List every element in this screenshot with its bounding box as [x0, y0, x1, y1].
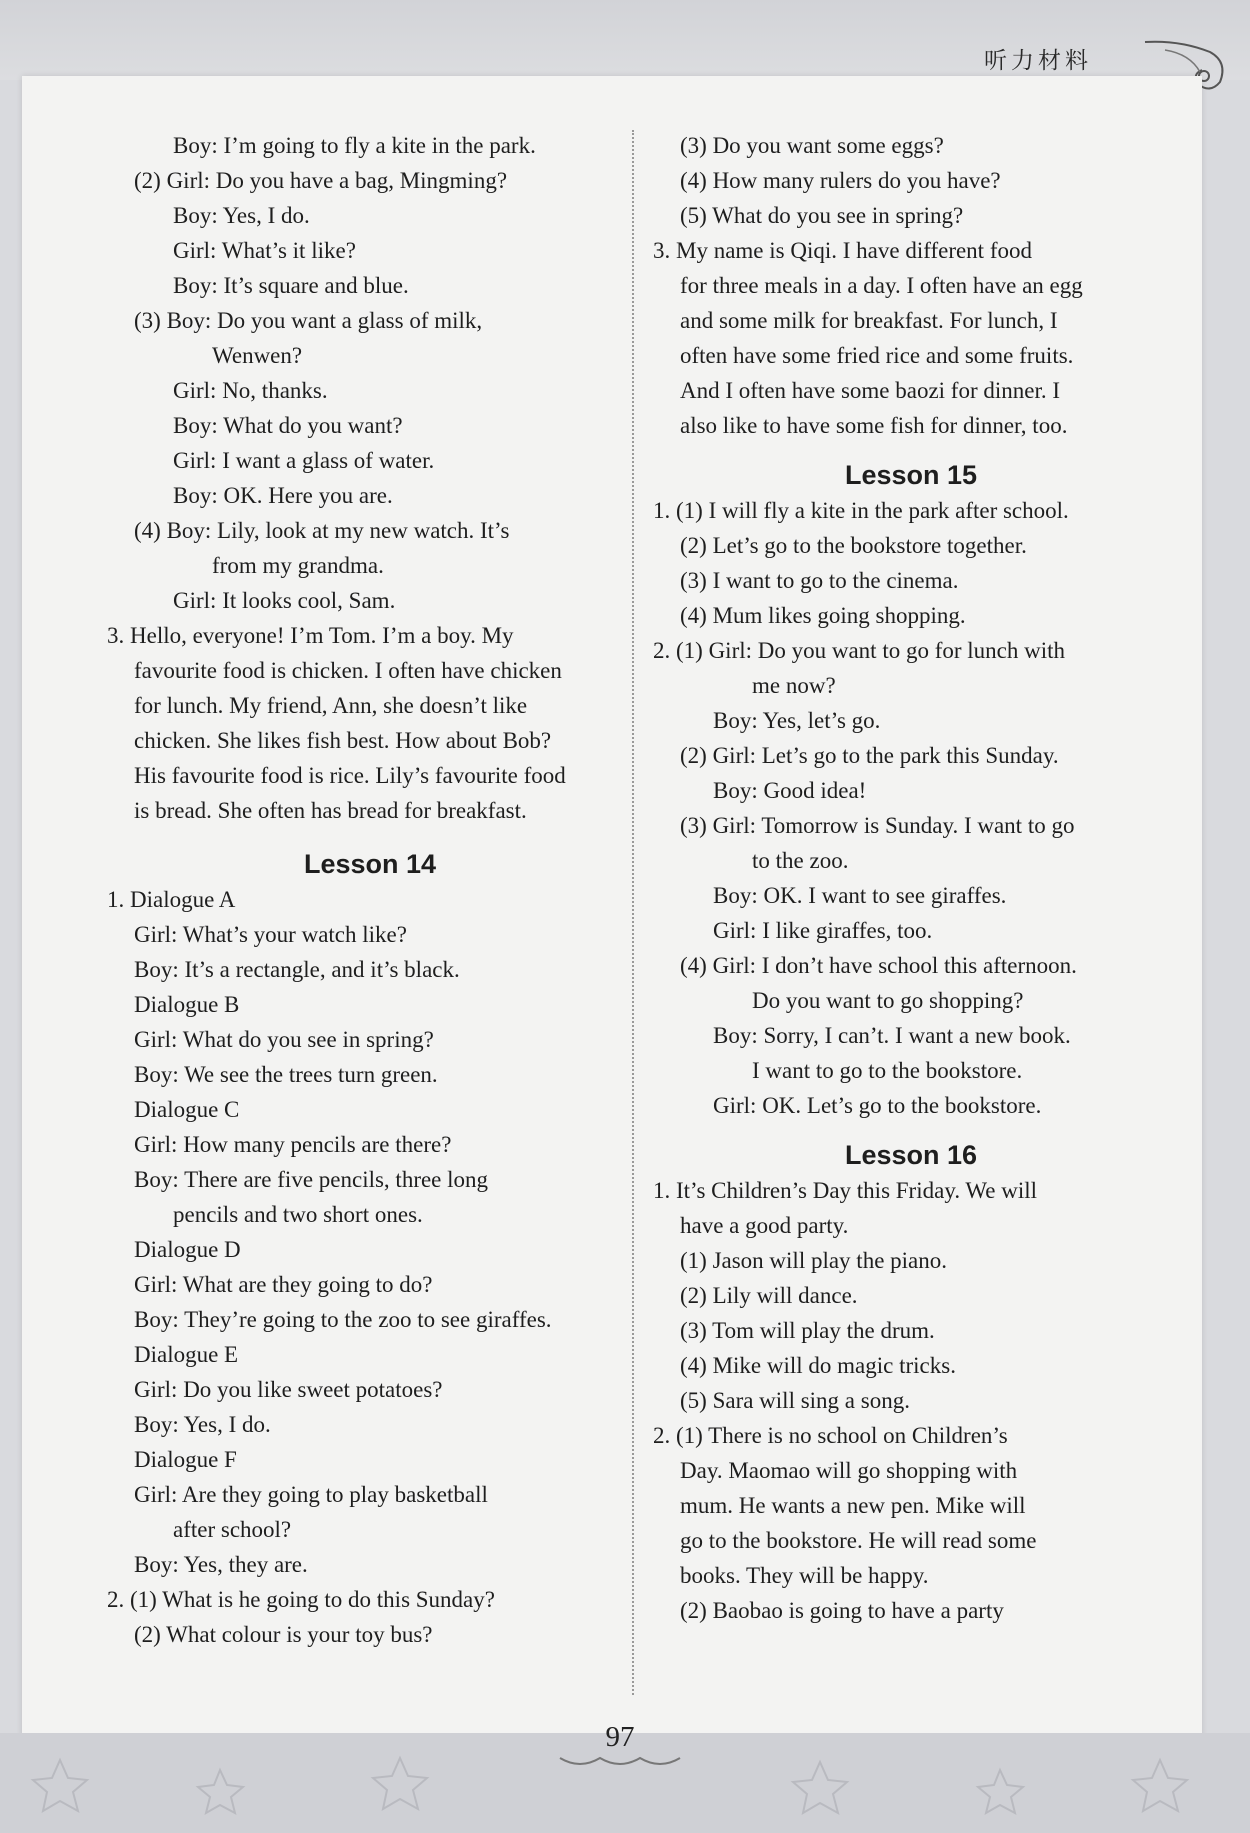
- text-line: Boy: What do you want?: [173, 413, 403, 438]
- text-line: Boy: Good idea!: [713, 778, 867, 803]
- text-line: (4) Boy: Lily, look at my new watch. It’s: [134, 518, 510, 543]
- text-line: Girl: It looks cool, Sam.: [173, 588, 396, 613]
- text-line: (3) Tom will play the drum.: [680, 1318, 935, 1343]
- text-line: (4) Mike will do magic tricks.: [680, 1353, 956, 1378]
- text-line: Boy: It’s a rectangle, and it’s black.: [134, 957, 460, 982]
- text-line: (2) Baobao is going to have a party: [680, 1598, 1004, 1623]
- text-line: 2. (1) What is he going to do this Sunday?: [107, 1587, 495, 1612]
- text-line: to the zoo.: [752, 848, 849, 873]
- text-line: Girl: How many pencils are there?: [134, 1132, 452, 1157]
- text-line: Girl: What are they going to do?: [134, 1272, 433, 1297]
- text-line: Boy: There are five pencils, three long: [134, 1167, 489, 1192]
- lesson-heading: Lesson 16: [844, 1140, 978, 1170]
- text-line: (2) Lily will dance.: [680, 1283, 858, 1308]
- text-line: Boy: I’m going to fly a kite in the park.: [173, 133, 536, 158]
- text-line: Girl: I like giraffes, too.: [713, 918, 933, 943]
- text-line: His favourite food is rice. Lily’s favourite food: [134, 763, 566, 788]
- text-line: Girl: I want a glass of water.: [173, 448, 435, 473]
- text-line: (3) Do you want some eggs?: [680, 133, 944, 158]
- text-line: Day. Maomao will go shopping with: [680, 1458, 1018, 1483]
- text-line: Do you want to go shopping?: [752, 988, 1024, 1013]
- text-line: Girl: Do you like sweet potatoes?: [134, 1377, 443, 1402]
- text-line: 2. (1) Girl: Do you want to go for lunch with: [653, 638, 1066, 663]
- text-line: pencils and two short ones.: [173, 1202, 423, 1227]
- text-line: Girl: What’s it like?: [173, 238, 356, 263]
- text-line: and some milk for breakfast. For lunch, I: [680, 308, 1058, 333]
- lesson-heading: Lesson 15: [844, 460, 978, 490]
- text-line: 1. Dialogue A: [107, 887, 236, 912]
- text-line: books. They will be happy.: [680, 1563, 929, 1588]
- text-line: 1. It’s Children’s Day this Friday. We will: [653, 1178, 1038, 1203]
- text-line: (3) Boy: Do you want a glass of milk,: [134, 308, 483, 333]
- text-line: is bread. She often has bread for breakfast.: [134, 798, 527, 823]
- text-line: Boy: We see the trees turn green.: [134, 1062, 438, 1087]
- text-line: Girl: What’s your watch like?: [134, 922, 407, 947]
- text-line: Dialogue D: [134, 1237, 241, 1262]
- text-line: Boy: Sorry, I can’t. I want a new book.: [713, 1023, 1071, 1048]
- column-divider: [632, 130, 634, 1695]
- text-line: also like to have some fish for dinner, too.: [680, 413, 1068, 438]
- text-line: (3) Girl: Tomorrow is Sunday. I want to go: [680, 813, 1075, 838]
- text-line: Girl: OK. Let’s go to the bookstore.: [713, 1093, 1042, 1118]
- text-line: (2) Girl: Let’s go to the park this Sunday.: [680, 743, 1059, 768]
- text-line: me now?: [752, 673, 836, 698]
- text-line: (5) Sara will sing a song.: [680, 1388, 910, 1413]
- text-line: I want to go to the bookstore.: [752, 1058, 1023, 1083]
- text-line: Boy: They’re going to the zoo to see giraffes.: [134, 1307, 552, 1332]
- text-line: (4) How many rulers do you have?: [680, 168, 1001, 193]
- text-line: Boy: It’s square and blue.: [173, 273, 409, 298]
- text-line: (2) What colour is your toy bus?: [134, 1622, 433, 1647]
- text-line: And I often have some baozi for dinner. I: [680, 378, 1061, 403]
- text-line: (2) Let’s go to the bookstore together.: [680, 533, 1027, 558]
- text-line: (1) Jason will play the piano.: [680, 1248, 948, 1273]
- text-line: mum. He wants a new pen. Mike will: [680, 1493, 1026, 1518]
- text-line: Wenwen?: [212, 343, 303, 368]
- text-line: chicken. She likes fish best. How about Bob?: [134, 728, 552, 753]
- text-line: (3) I want to go to the cinema.: [680, 568, 959, 593]
- text-line: Dialogue F: [134, 1447, 237, 1472]
- text-line: 3. Hello, everyone! I’m Tom. I’m a boy. My: [107, 623, 514, 648]
- text-line: Girl: What do you see in spring?: [134, 1027, 434, 1052]
- text-line: Girl: No, thanks.: [173, 378, 328, 403]
- text-line: from my grandma.: [212, 553, 384, 578]
- text-line: have a good party.: [680, 1213, 849, 1238]
- section-header-label: 听力材料: [984, 48, 1092, 74]
- text-line: 3. My name is Qiqi. I have different food: [653, 238, 1032, 263]
- text-line: 1. (1) I will fly a kite in the park after school.: [653, 498, 1069, 523]
- text-line: Dialogue E: [134, 1342, 239, 1367]
- text-line: Girl: Are they going to play basketball: [134, 1482, 488, 1507]
- left-column: [107, 128, 605, 1652]
- text-line: for three meals in a day. I often have an egg: [680, 273, 1083, 298]
- text-line: Boy: Yes, let’s go.: [713, 708, 881, 733]
- text-line: favourite food is chicken. I often have chicken: [134, 658, 562, 683]
- text-line: (5) What do you see in spring?: [680, 203, 964, 228]
- text-line: (2) Girl: Do you have a bag, Mingming?: [134, 168, 508, 193]
- page-number: 97: [605, 1721, 635, 1753]
- text-line: 2. (1) There is no school on Children’s: [653, 1423, 1008, 1448]
- text-line: Boy: Yes, I do.: [173, 203, 310, 228]
- text-line: Dialogue C: [134, 1097, 240, 1122]
- text-line: (4) Mum likes going shopping.: [680, 603, 966, 628]
- text-line: Boy: Yes, they are.: [134, 1552, 308, 1577]
- text-line: for lunch. My friend, Ann, she doesn’t like: [134, 693, 528, 718]
- text-line: go to the bookstore. He will read some: [680, 1528, 1037, 1553]
- text-line: Boy: OK. I want to see giraffes.: [713, 883, 1007, 908]
- text-line: Boy: OK. Here you are.: [173, 483, 393, 508]
- text-line: (4) Girl: I don’t have school this afternoon.: [680, 953, 1077, 978]
- text-line: Dialogue B: [134, 992, 240, 1017]
- lesson-heading: Lesson 14: [303, 849, 437, 879]
- right-column: [653, 128, 1142, 1628]
- text-line: Boy: Yes, I do.: [134, 1412, 271, 1437]
- text-line: often have some fried rice and some fruits.: [680, 343, 1074, 368]
- text-line: after school?: [173, 1517, 292, 1542]
